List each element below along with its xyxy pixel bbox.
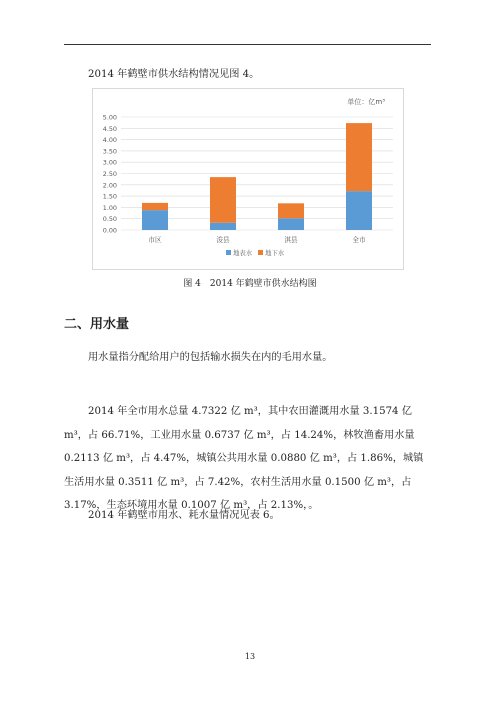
bar-surface-water xyxy=(210,223,236,230)
bar-ground-water xyxy=(142,203,168,210)
paragraph-water-use: 2014 年全市用水总量 4.7322 亿 m³，其中农田灌溉用水量 3.1574 亿 m³，占 66.71%，工业用水量 0.6737 亿 m³，占 14.24%，林牧渔畜用水量 0.2113 亿 m³，占 4.47%，城镇公共用水量 0.0880 亿 m³，占 1.86%，城镇生活用水量 0.3511 亿 m³，占 7.42%，农村生活用水量 0.1500 亿 m³，占 3.17%，生态环境用水量 0.1007 亿 m³，占 2.13%，。 xyxy=(64,406,424,511)
x-tick-label: 全市 xyxy=(352,236,366,244)
y-tick-label: 0.50 xyxy=(102,215,117,224)
bar-surface-water xyxy=(278,218,304,230)
x-tick-label: 淇县 xyxy=(284,236,298,244)
y-tick-label: 0.00 xyxy=(102,226,117,235)
header-rule xyxy=(64,44,431,45)
intro-text: 2014 年鹤壁市供水结构情况见图 4。 xyxy=(88,69,260,80)
bar-ground-water xyxy=(210,177,236,223)
legend-swatch xyxy=(226,250,231,255)
bar-surface-water xyxy=(346,191,372,230)
legend-swatch xyxy=(258,250,263,255)
paragraph-definition: 用水量指分配给用户的包括输水损失在内的毛用水量。 xyxy=(88,352,333,363)
y-tick-label: 3.00 xyxy=(102,158,117,167)
bar-ground-water xyxy=(346,123,372,191)
y-tick-label: 4.50 xyxy=(102,124,117,133)
legend-label: 地下水 xyxy=(265,249,285,257)
x-tick-label: 市区 xyxy=(148,236,162,244)
y-tick-label: 4.00 xyxy=(102,136,117,145)
supply-structure-chart xyxy=(92,88,404,270)
y-tick-label: 5.00 xyxy=(102,113,117,122)
bar-ground-water xyxy=(278,203,304,218)
paragraph-table-ref: 2014 年鹤壁市用水、耗水量情况见表 6。 xyxy=(88,510,280,521)
section-heading: 二、用水量 xyxy=(64,317,130,332)
legend-label: 地表水 xyxy=(233,249,253,257)
chart-svg xyxy=(93,89,403,269)
page-number: 13 xyxy=(244,652,256,661)
x-tick-label: 浚县 xyxy=(216,236,230,244)
y-tick-label: 1.00 xyxy=(102,203,117,212)
unit-label: 单位：亿m³ xyxy=(347,98,385,106)
y-tick-label: 1.50 xyxy=(102,192,117,201)
bar-surface-water xyxy=(142,210,168,230)
figure-caption: 图 4 2014 年鹤壁市供水结构图 xyxy=(183,279,317,289)
y-tick-label: 2.50 xyxy=(102,170,117,178)
y-tick-label: 3.50 xyxy=(102,147,117,156)
y-tick-label: 2.00 xyxy=(102,181,117,190)
